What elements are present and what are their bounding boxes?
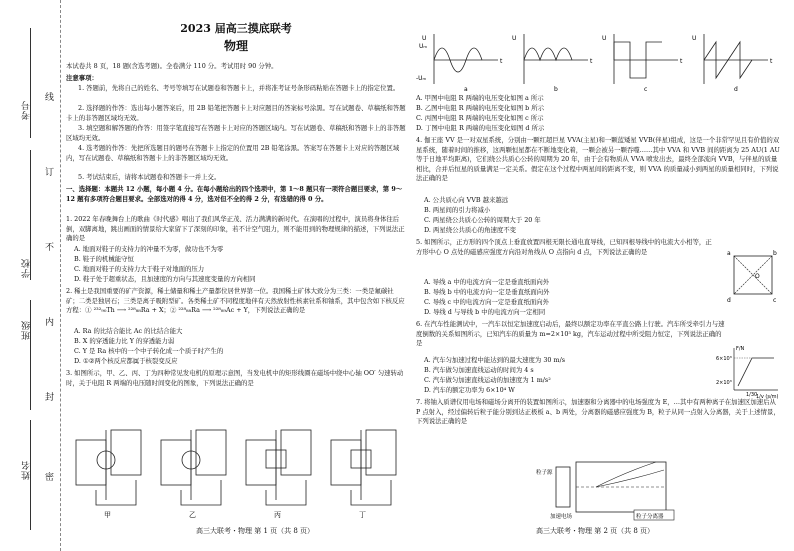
option: D. 汽车的额定功率为 6×10⁴ W [424, 386, 515, 394]
seal-char: 内 [45, 318, 55, 328]
corner-label: d [727, 297, 731, 304]
option: C. 导线 c 中的电流方向一定是垂直纸面向外 [424, 298, 550, 306]
center-label: O [755, 273, 760, 280]
axis-u-label: U [422, 35, 427, 42]
subject-title: 物理 [223, 39, 248, 53]
question-1: 1. 2022 年春晚舞台上的歌曲《时代感》唱出了我们风华正茂、活力满满的新时代。在演唱的过程中，演员将身体往后倒，双脚离地，跳出画面的情景给大家留下了深刻的印象，若不计空气阻力，则不能用到的物理规律的描述，下列说法正确的是 [66, 215, 405, 243]
fig-label: 粒子源 [536, 470, 553, 476]
option: A. 甲图中电阻 R 两端的电压变化如图 a 所示 [416, 94, 544, 102]
fig-label: 丙 [274, 511, 281, 519]
underline [30, 28, 31, 138]
axis-u-label: U [692, 35, 697, 42]
option: C. 两星绕公共质心公转的周期大于 20 年 [424, 216, 541, 224]
option: A. 导线 a 中的电流方向一定是垂直纸面向外 [424, 278, 550, 286]
graph-xaxis: 1/v (s/m) [756, 394, 779, 400]
exam-title: 2023 届高三摸底联考 [180, 22, 292, 35]
wire-square-figure [726, 248, 780, 312]
page-footer: 高三大联考・物理 第 2 页（共 8 页） [536, 527, 655, 535]
generator-jia [76, 430, 141, 505]
option: D. ①②两个核反应都属于核裂变反应 [74, 357, 178, 365]
question-4: 4. 伽王座 VV 是一对双星系统，分别由一颗红超巨星 VVA(主星)和一颗蓝矮星 VVB(伴星)组成，这是一个非常罕见且有价值的双星系统，随着时间的推移，这两颗恒星都在不断地变化着，一颗会被另一颗吞噬……其中 VVA 和 VVB 间的距离为 25 AU(1 AU 等于日地平均距离)，它们绕公共质心公转的周期为 20 年，由于会有物质从 VVA 喷发出去，最终全部流向 VVB，与伴星的质量相比，合并后恒星的质量满足一定关系。假定在这个过程中两星间的距离不变，则 VVA 的质量减小到两星的质量相同时，下列说法正确的是 [416, 136, 780, 183]
corner-label: b [773, 250, 777, 257]
option: C. 地面对鞋子的支持力大于鞋子对地面的压力 [74, 265, 205, 273]
right-column [416, 0, 782, 551]
graph-yaxis: F/N [736, 346, 745, 352]
graph-label: d [734, 86, 738, 92]
fig-label: 甲 [104, 511, 111, 519]
question-2: 2. 稀土是我国重要的矿产资源，稀土储量和稀土产量都位居世界第一位。我国稀土矿体大致分为三类：一类是氟碳钍矿；二类是独居石；三类是离子吸附型矿。各类稀土矿不同程度地伴有天然放射性核素钍系和铀系，其中包含如下核反应方程：① ²³²₉₀Th ⟶ ²²⁸₈₈Ra + X；② ²²⁸₈₈Ra ⟶ ²²⁸₈₉Ac + Y，下列说法正确的是 [66, 287, 405, 315]
option: D. 丁图中电阻 R 两端的电压变化如图 d 所示 [416, 124, 545, 132]
underline [30, 300, 31, 410]
axis-u-label: U [512, 35, 517, 42]
fig-label: 丁 [359, 511, 366, 519]
separator-figure [536, 452, 696, 522]
fig-label: 粒子分离器 [636, 514, 664, 520]
wave-b [524, 48, 572, 60]
option: B. X 的穿透能力比 Y 的穿透能力弱 [74, 337, 175, 345]
graph-label: c [644, 86, 648, 92]
axis-u-label: U [602, 35, 607, 42]
notice-item: 3. 填空题和解答题的作答：用签字笔直接写在答题卡上对应的答题区域内。写在试题卷、草稿纸和答题卡上的非答题区域均无效。 [66, 124, 406, 142]
label-kaohao: 考号 [22, 100, 32, 120]
x-tick: 1/30 [746, 392, 758, 398]
axis-t-label: t [500, 58, 503, 65]
option: B. 鞋子的机械能守恒 [74, 255, 134, 263]
label-class: 班级 [22, 320, 32, 340]
option: D. 鞋子处于超重状态，且加速度的方向与其速度变量的方向相同 [74, 275, 256, 283]
y-tick: 2×10³ [716, 380, 732, 386]
corner-label: c [773, 297, 777, 304]
option: C. Y 是 Ra 核中的一个中子转化成一个质子时产生的 [74, 347, 224, 355]
notice-item: 2. 选择题的作答：选出每小题答案后，用 2B 铅笔把答题卡上对应题目的答案标号涂黑。写在试题卷、草稿纸和答题卡上的非答题区域均无效。 [66, 104, 406, 122]
corner-label: a [727, 250, 731, 257]
option: B. 乙图中电阻 R 两端的电压变化如图 b 所示 [416, 104, 545, 112]
seal-char: 封 [45, 393, 55, 403]
intro-text: 本试卷共 8 页，18 题(含选考题)。全卷满分 110 分。考试用时 90 分钟。 [66, 62, 278, 70]
notice-item: 1. 答题前，先将自己的姓名、考号等填写在试题卷和答题卡上，并将准考证号条形码粘贴在答题卡上的指定位置。 [78, 84, 400, 92]
seal-char: 密 [45, 473, 55, 483]
question-3: 3. 如图所示，甲、乙、丙、丁为四种常见发电机的原理示意图，当发电机中的矩形线圈在磁场中绕中心轴 OO′ 匀速转动时，关于电阻 R 两端的电压随时间变化的图象，下列说法正确的是 [66, 369, 404, 387]
option: C. 丙图中电阻 R 两端的电压变化如图 c 所示 [416, 114, 544, 122]
voltage-graphs [416, 30, 782, 92]
generator-yi [161, 430, 226, 505]
seal-char: 订 [45, 168, 55, 178]
page-footer: 高三大联考・物理 第 1 页（共 8 页） [196, 527, 315, 535]
question-6: 6. 在汽车性能测试中，一汽车以恒定加速度启动后，最终以额定功率在平直公路上行驶。汽车所受牵引力与速度倒数的关系如图所示，已知汽车的质量为 m=2×10³ kg，汽车运动过程中所受阻力恒定，下列说法正确的是 [416, 320, 725, 348]
um-label: Uₘ [419, 43, 428, 50]
option: C. 汽车做匀加速直线运动的加速度为 1 m/s² [424, 376, 551, 384]
axis-t-label: t [590, 58, 593, 65]
y-tick: 6×10³ [716, 356, 732, 362]
generator-figures [66, 420, 406, 520]
axis-t-label: t [770, 58, 773, 65]
left-column [66, 0, 406, 551]
graph-label: b [554, 86, 558, 92]
notice-item: 5. 考试结束后，请将本试题卷和答题卡一并上交。 [78, 173, 221, 181]
question-5: 5. 如图所示，正方形的四个顶点上垂直放置四根无限长通电直导线，已知四根导线中的电流大小相等，正方形中心 O 点处的磁感应强度方向沿对角线从 O 点指向 d 点，下列说法正确的是 [416, 238, 712, 256]
seal-char: 线 [45, 93, 55, 103]
option: A. 汽车匀加速过程中能达到的最大速度为 30 m/s [424, 356, 566, 364]
notice-heading: 注意事项： [66, 74, 98, 82]
notice-item: 4. 选考题的作答：先把所选题目的题号在答题卡上指定的位置用 2B 铅笔涂黑。答案写在答题卡上对应的答题区域内，写在试题卷、草稿纸和答题卡上的非答题区域均无效。 [66, 144, 400, 162]
label-name: 姓名 [22, 460, 32, 480]
option: A. Ra 的比结合能比 Ac 的比结合能大 [74, 327, 183, 335]
generator-ding [331, 430, 396, 505]
question-7: 7. 将铀入质谱仪用电场和磁场分离开的装置如图所示，加速器和分离器中的电场强度为 E，…其中有两种离子在加速区加速后从 P 点射入，经过偏转后粒子能分别到达正极板 a、b 两处，分离器的磁感应强度为 B，粒子从同一点射入分离器，关于上述情景，下列说法正确的是 [416, 398, 780, 426]
graph-label: a [464, 86, 468, 92]
force-graph [716, 344, 782, 400]
option: A. 地面对鞋子的支持力的冲量不为零，做功也不为零 [74, 245, 224, 253]
option: B. 两星间的引力将减小 [424, 206, 491, 214]
option: D. 两星绕公共质心的角速度不变 [424, 226, 517, 234]
binding-margin [0, 0, 61, 551]
fig-label: 乙 [189, 511, 196, 519]
axis-t-label: t [680, 58, 683, 65]
generator-bing [246, 430, 311, 505]
seal-char: 不 [45, 243, 55, 253]
option: A. 公共质心向 VVB 越来越远 [424, 196, 509, 204]
option: B. 导线 b 中的电流方向一定是垂直纸面向外 [424, 288, 550, 296]
neg-um-label: -Uₘ [416, 75, 427, 82]
option: B. 汽车做匀加速直线运动的时间为 4 s [424, 366, 534, 374]
label-school: 学校 [22, 258, 32, 278]
fig-label: 加速电场 [550, 514, 573, 520]
section-heading: 一、选择题：本题共 12 小题，每小题 4 分。在每小题给出的四个选项中，第 1～8 题只有一项符合题目要求，第 9～12 题有多项符合题目要求。全部选对的得 4 分，选对但不全的得 2 分，有选错的得 0 分。 [66, 185, 403, 203]
option: D. 导线 d 与导线 b 中的电流方向一定相同 [424, 308, 546, 316]
